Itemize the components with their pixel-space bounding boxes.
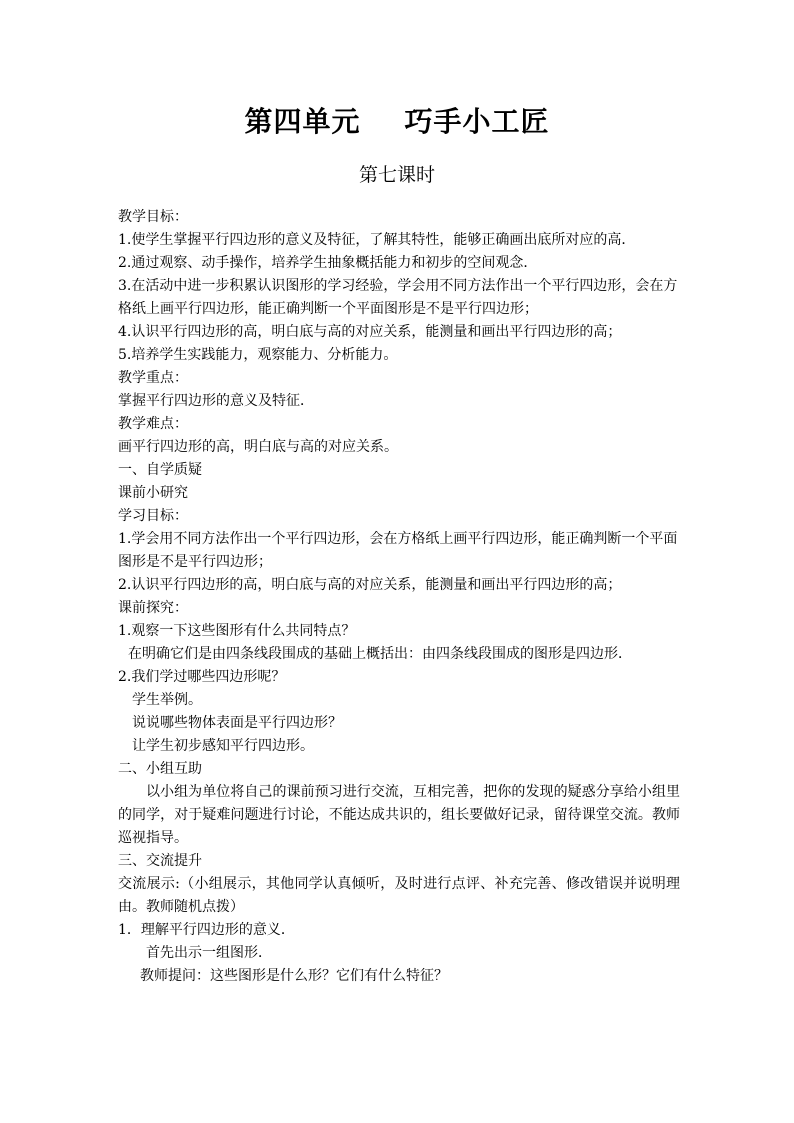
document-body — [118, 206, 680, 988]
heading-teaching-goals: 教学目标： — [118, 209, 188, 225]
exploration-note: 让学生初步感知平行四边形。 — [132, 738, 314, 754]
goal-item: 4.认识平行四边形的高，明白底与高的对应关系，能测量和画出平行四边形的高； — [118, 324, 622, 340]
learning-goal-item-continued: 图形是不是平行四边形； — [118, 554, 272, 570]
exchange-display-paragraph: 交流展示:（小组展示，其他同学认真倾听，及时进行点评、补充完善、修改错误并说明理由。教师随机点拨） — [118, 876, 680, 915]
unit-number: 第四单元 — [244, 105, 361, 138]
step-note: 首先出示一组图形． — [146, 945, 272, 961]
goal-item: 1.使学生掌握平行四边形的意义及特征，了解其特性，能够正确画出底所对应的高． — [118, 232, 636, 248]
unit-title — [0, 100, 794, 140]
heading-learning-goals: 学习目标： — [118, 508, 188, 524]
paragraph-second-part: 的同学，对于疑难问题进行讨论，不能达成共识的，组长要做好记录，留待课堂交流。教师巡视指导。 — [118, 807, 680, 846]
exploration-question: 2.我们学过哪些四边形呢？ — [118, 669, 286, 685]
exploration-note: 在明确它们是由四条线段围成的基础上概括出：由四条线段围成的图形是四边形． — [128, 646, 632, 662]
paragraph-first-part: 以小组为单位将自己的课前预习进行交流，互相完善，把你的发现的疑惑分享给小组里 — [146, 784, 680, 800]
goal-item: 3.在活动中进一步积累认识图形的学习经验，学会用不同方法作出一个平行四边形，会在方 — [118, 278, 678, 294]
exploration-note: 说说哪些物体表面是平行四边形？ — [132, 715, 342, 731]
goal-item: 5.培养学生实践能力，观察能力、分析能力。 — [118, 347, 398, 363]
section-heading-1: 一、自学质疑 — [118, 462, 202, 478]
unit-name: 巧手小工匠 — [404, 105, 550, 138]
goal-item-continued: 格纸上画平行四边形，能正确判断一个平面图形是不是平行四边形； — [118, 301, 538, 317]
heading-pre-exploration: 课前探究： — [118, 600, 188, 616]
exploration-note: 学生举例。 — [132, 692, 202, 708]
step-note: 教师提问：这些图形是什么形？它们有什么特征？ — [140, 968, 448, 984]
difficulty-text: 画平行四边形的高，明白底与高的对应关系。 — [118, 439, 398, 455]
section-heading-2: 二、小组互助 — [118, 761, 202, 777]
step-heading: 1．理解平行四边形的意义． — [118, 922, 295, 938]
group-discussion-paragraph — [118, 781, 680, 850]
subheading-pre-study: 课前小研究 — [118, 485, 188, 501]
exploration-question: 1.观察一下这些图形有什么共同特点？ — [118, 623, 356, 639]
goal-item: 2.通过观察、动手操作，培养学生抽象概括能力和初步的空间观念． — [118, 255, 538, 271]
heading-difficulties: 教学难点： — [118, 416, 188, 432]
learning-goal-item: 1.学会用不同方法作出一个平行四边形，会在方格纸上画平行四边形，能正确判断一个平面 — [118, 531, 678, 547]
heading-key-points: 教学重点： — [118, 370, 188, 386]
learning-goal-item: 2.认识平行四边形的高，明白底与高的对应关系，能测量和画出平行四边形的高； — [118, 577, 622, 593]
key-point-text: 掌握平行四边形的意义及特征． — [118, 393, 314, 409]
lesson-subtitle: 第七课时 — [358, 164, 435, 186]
section-heading-3: 三、交流提升 — [118, 853, 202, 869]
